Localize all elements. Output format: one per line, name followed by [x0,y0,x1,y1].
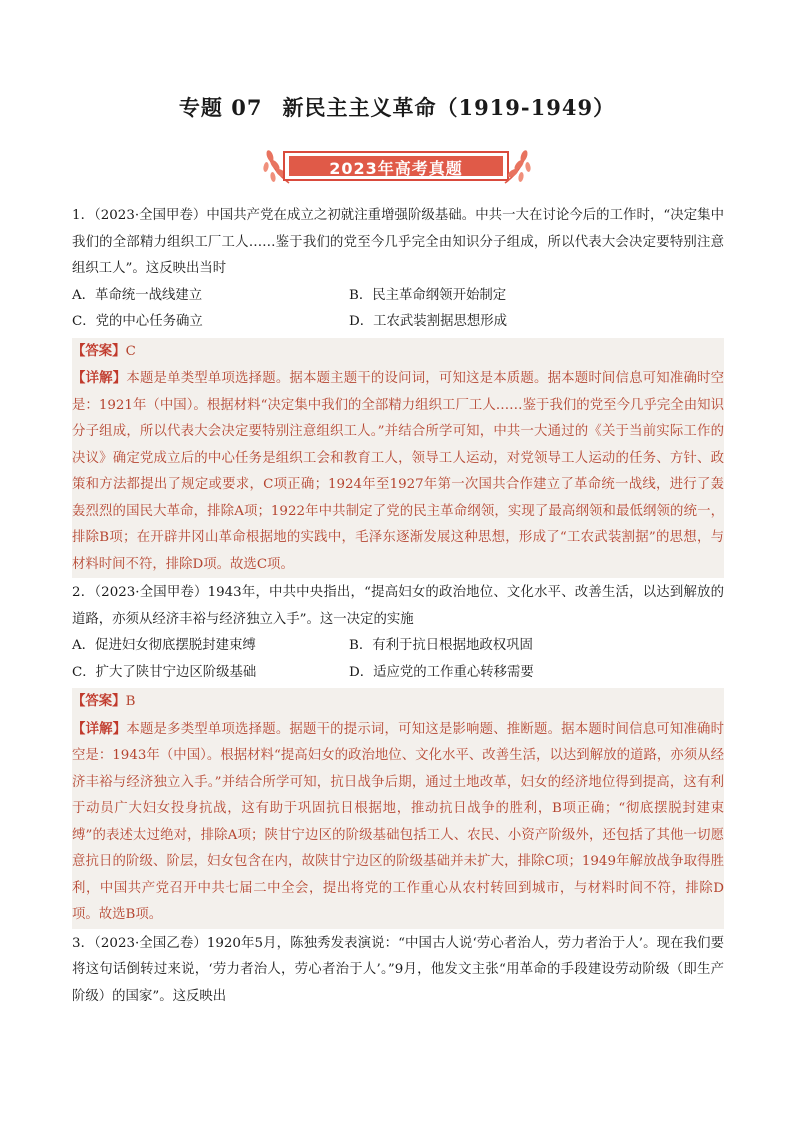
option-d: D．工农武装割据思想形成 [349,314,508,329]
detail-text: 本题是单类型单项选择题。据本题主题干的设问词，可知这是本质题。据本题时间信息可知准确时空是：1921年（中国）。根据材料“决定集中我们的全部精力组织工厂工人……鉴于我们的党至今几乎完全由知识分子组成，所以代表大会决定要特别注意组织工人。”并结合所学可知，中共一大通过的《关于当前实际工作的决议》确定党成立后的中心任务是组织工会和教育工人，领导工人运动，对党领导工人运动的任务、方针、政策和方法都提出了规定或要求，C项正确；1924年至1927年第一次国共合作建立了革命统一战线，进行了轰轰烈烈的国民大革命，排除A项；1922年中共制定了党的民主革命纲领，实现了最高纲领和最低纲领的统一，排除B项；在开辟井冈山革命根据地的实践中，毛泽东逐渐发展这种思想，形成了“工农武装割据”的思想，与材料时间不符，排除D项。故选C项。 [72,371,725,572]
page-title [0,92,794,122]
option-a: A．促进妇女彻底摆脱封建束缚 [72,638,256,653]
answer-block [72,688,724,929]
question-stem: 2．（2023·全国甲卷）1943年，中共中央指出，“提高妇女的政治地位、文化水平、改善生活，以达到解放的道路，亦须从经济丰裕与经济独立入手”。这一决定的实施 [72,585,724,627]
option-b: B．民主革命纲领开始制定 [349,287,507,303]
question-stem: 3．（2023·全国乙卷）1920年5月，陈独秀发表演说：“中国古人说‘劳心者治人，劳力者治于人’。现在我们要将这句话倒转过来说，‘劳力者治人，劳心者治于人’。”9月，他发文主张“用革命的手段建设劳动阶级（即生产阶级）的国家”。这反映出 [72,935,724,1004]
answer-block [72,338,724,579]
detail-label: 【详解】 [72,370,127,386]
answer-label: 【答案】 [72,693,126,709]
question-stem: 1．（2023·全国甲卷）中国共产党在成立之初就注重增强阶级基础。中共一大在讨论今后的工作时，“决定集中我们的全部精力组织工厂工人……鉴于我们的党至今几乎完全由知识分子组成，所以代表大会决定要特别注意组织工人”。这反映出当时 [72,208,724,276]
option-b: B．有利于抗日根据地政权巩固 [349,638,533,653]
banner-frame [283,151,509,181]
question-list [72,203,724,1010]
section-banner [263,147,531,187]
option-c: C．扩大了陕甘宁边区阶级基础 [72,664,257,680]
answer-label: 【答案】 [72,342,126,359]
title-topic: 新民主主义革命（1919-1949） [282,95,616,120]
answer-value: C [125,343,136,359]
right-laurel-icon [501,147,531,187]
option-c: C．党的中心任务确立 [72,314,203,329]
detail-text: 本题是多类型单项选择题。据题干的提示词，可知这是影响题、推断题。据本题时间信息可知准确时空是：1943年（中国）。根据材料“提高妇女的政治地位、文化水平、改善生活，以达到解放的道路，亦须从经济丰裕与经济独立入手。”并结合所学可知，抗日战争后期，通过土地改革，妇女的经济地位得到提高，这有利于动员广大妇女投身抗战，这有助于巩固抗日根据地，推动抗日战争的胜利，B项正确；“彻底摆脱封建束缚”的表述太过绝对，排除A项；陕甘宁边区的阶级基础包括工人、农民、小资产阶级外，还包括了其他一切愿意抗日的阶级、阶层，妇女包含在内，故陕甘宁边区的阶级基础并未扩大，排除C项；1949年解放战争取得胜利，中国共产党召开中共七届二中全会，提出将党的工作重心从农村转回到城市，与材料时间不符，排除D项。故选B项。 [72,721,725,922]
option-a: A．革命统一战线建立 [72,287,203,303]
option-group [72,633,724,686]
option-d: D．适应党的工作重心转移需要 [349,664,534,680]
option-group [72,283,724,336]
title-main: 专题 07 [178,95,263,120]
answer-value: B [125,694,136,709]
banner-label: 2023年高考真题 [329,159,463,178]
detail-label: 【详解】 [72,720,127,737]
